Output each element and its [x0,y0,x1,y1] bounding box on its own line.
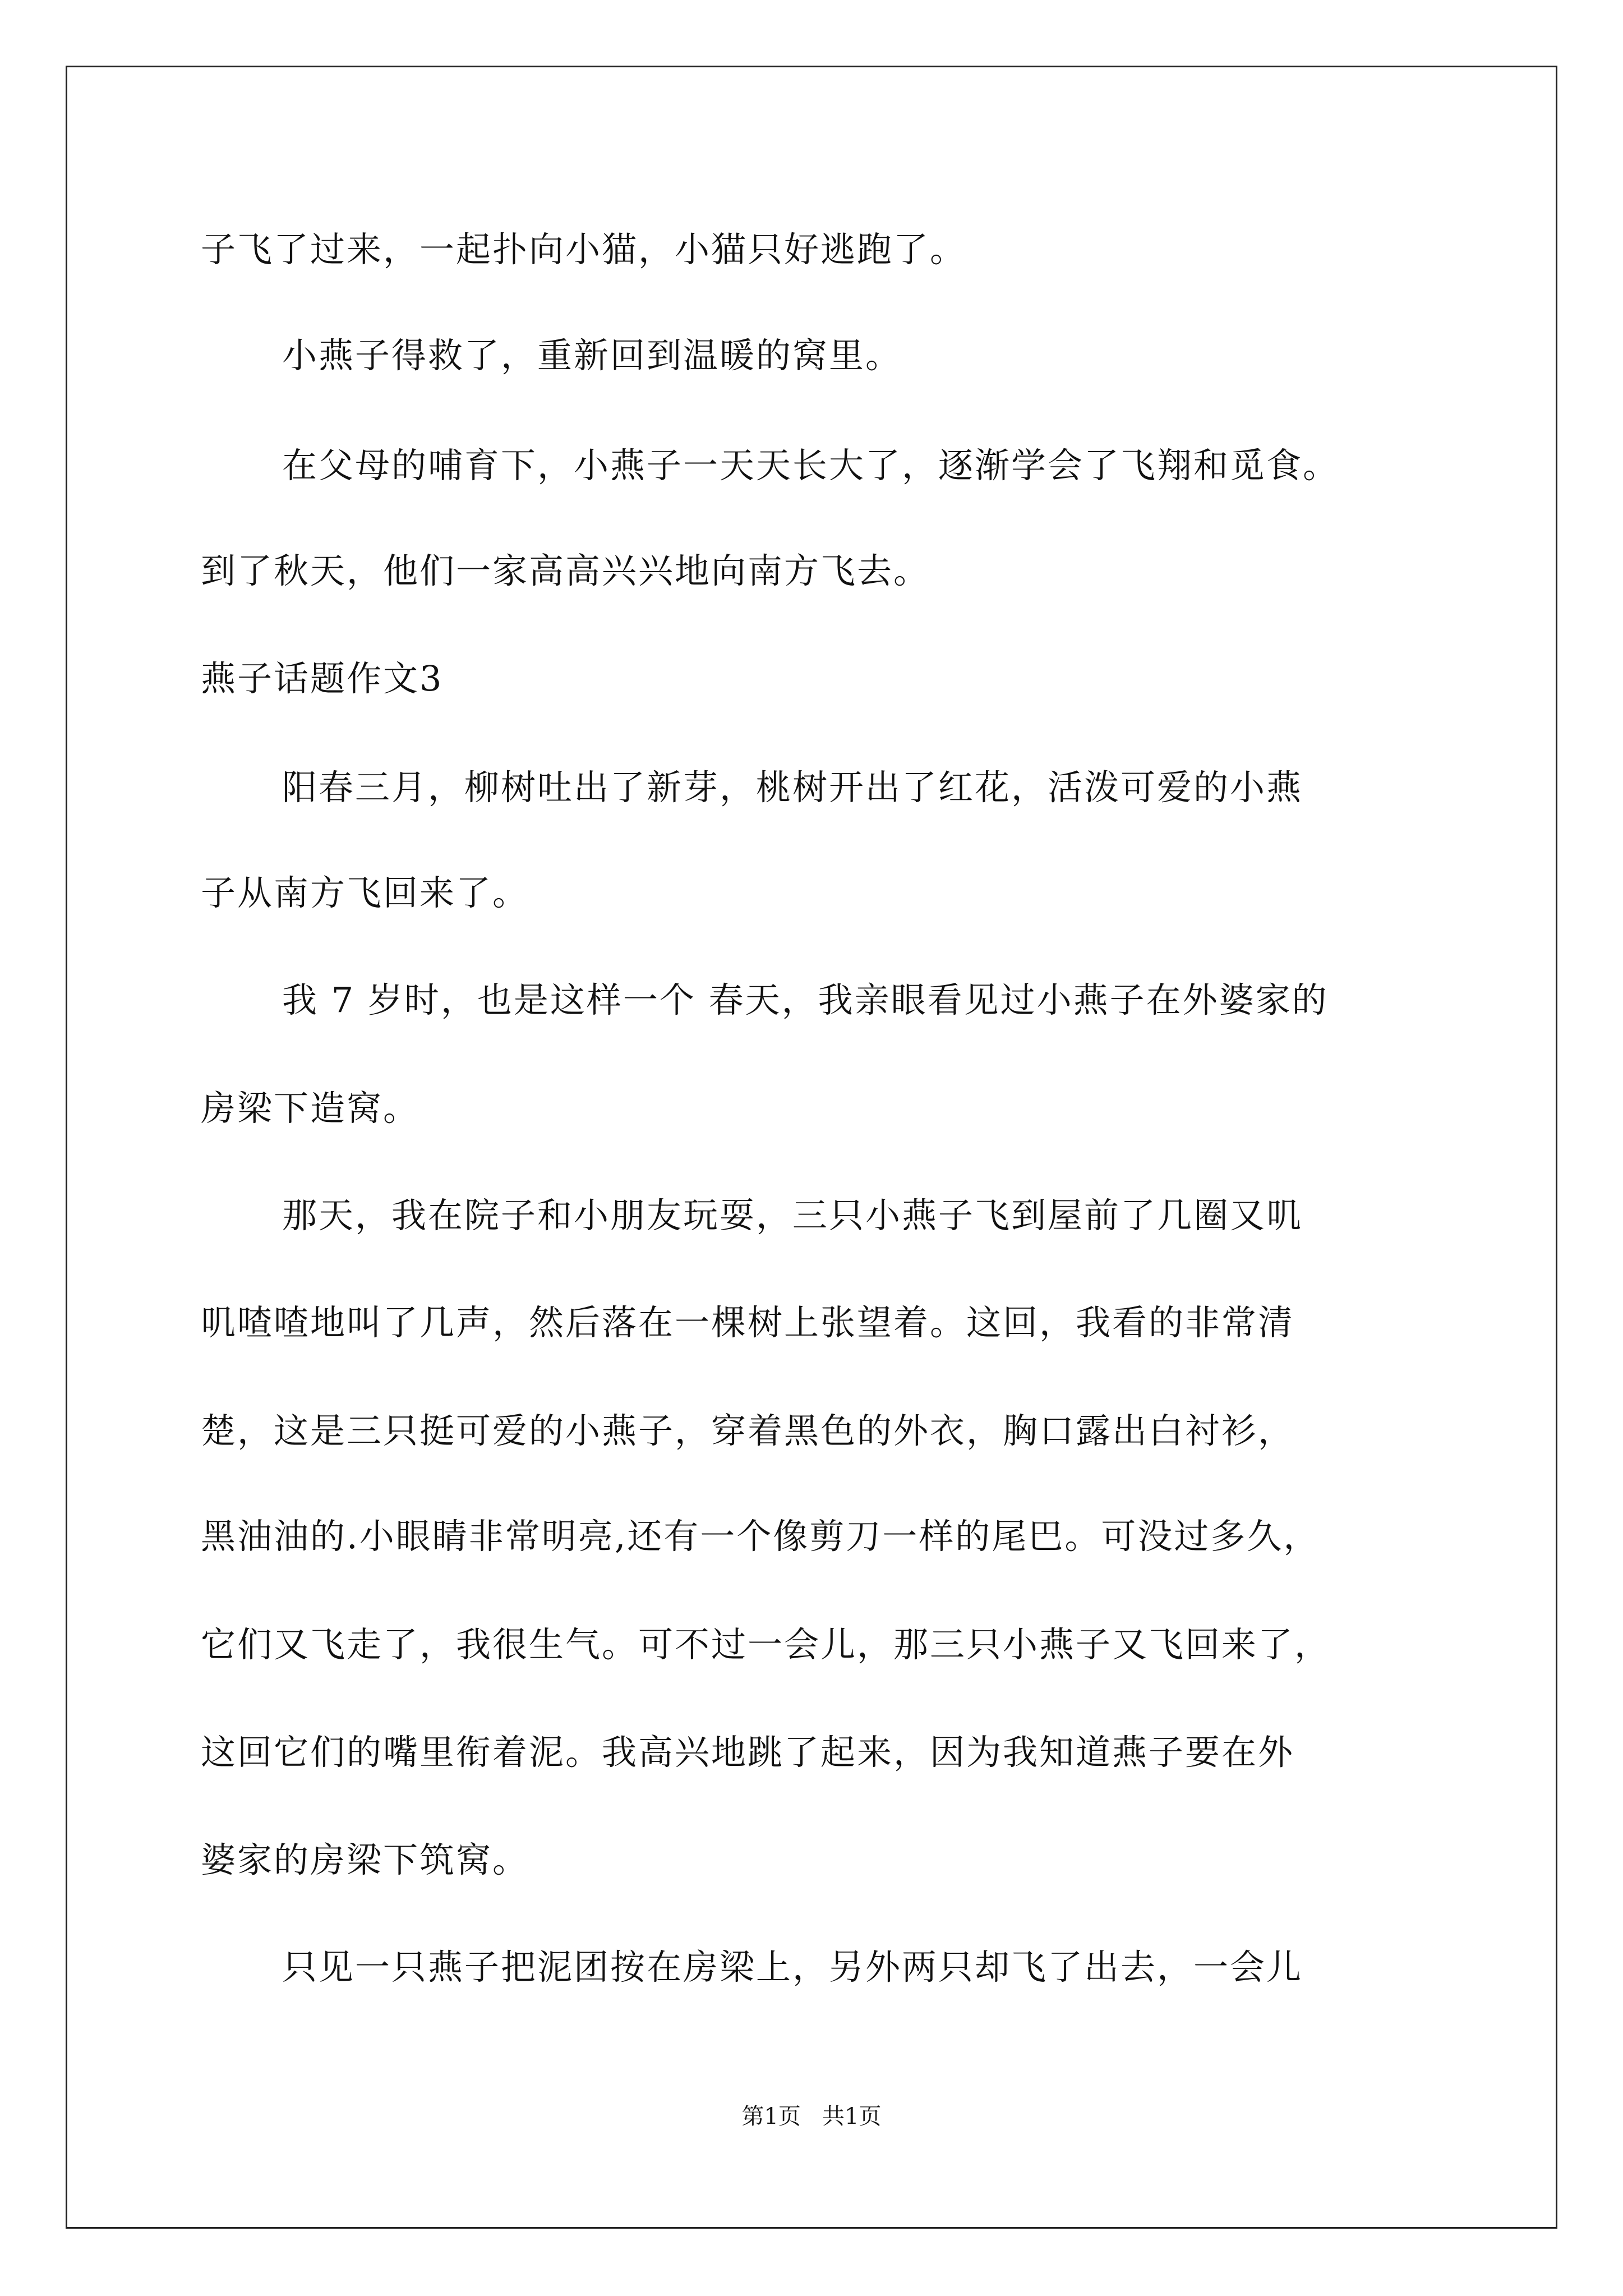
text-line-6: 阳春三月，柳树吐出了新芽，桃树开出了红花，活泼可爱的小燕 [282,767,1303,808]
text-line-14: 它们又飞走了，我很生气。可不过一会儿，那三只小燕子又飞回来了， [201,1624,1331,1665]
text-line-11: 叽喳喳地叫了几声，然后落在一棵树上张望着。这回，我看的非常清 [201,1302,1295,1343]
text-line-16: 婆家的房梁下筑窝。 [201,1839,529,1880]
text-line-4: 到了秋天，他们一家高高兴兴地向南方飞去。 [201,550,930,591]
text-line-3: 在父母的哺育下，小燕子一天天长大了，逐渐学会了飞翔和觅食。 [282,445,1340,486]
section-heading: 燕子话题作文3 [201,658,444,699]
text-line-2: 小燕子得救了，重新回到温暖的窝里。 [282,335,902,376]
page-border [66,66,1557,2229]
text-line-15: 这回它们的嘴里衔着泥。我高兴地跳了起来，因为我知道燕子要在外 [201,1732,1295,1773]
text-line-17: 只见一只燕子把泥团按在房梁上，另外两只却飞了出去，一会儿 [282,1947,1303,1987]
text-line-12: 楚，这是三只挺可爱的小燕子，穿着黑色的外衣，胸口露出白衬衫， [201,1410,1295,1451]
text-line-7: 子从南方飞回来了。 [201,872,529,913]
text-line-9: 房梁下造窝。 [201,1088,420,1129]
text-line-10: 那天，我在院子和小朋友玩耍，三只小燕子飞到屋前了几圈又叽 [282,1195,1303,1236]
page-footer: 第1页 共1页 [741,2104,882,2129]
text-line-1: 子飞了过来，一起扑向小猫，小猫只好逃跑了。 [201,229,967,270]
text-line-8: 我 7 岁时，也是这样一个 春天，我亲眼看见过小燕子在外婆家的 [282,979,1329,1020]
text-line-13: 黑油油的.小眼睛非常明亮,还有一个像剪刀一样的尾巴。可没过多久， [201,1516,1320,1557]
